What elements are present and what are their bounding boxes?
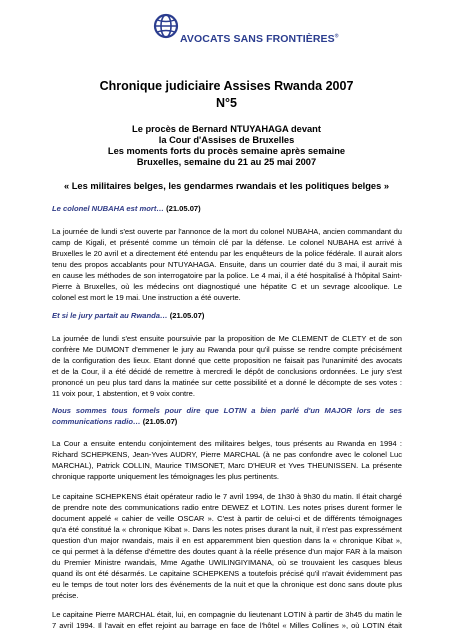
section-paragraph: La Cour a ensuite entendu conjointement des militaires belges, tous présents au Rwanda en 1994 : Richard SCHEPKENS, Jean-Yves AUDRY, Pierre MARCHAL (à ne pas confondre avec le colonel Luc MARCHAL), Patrick COLLIN, Maurice TIMSONET, Marc D'HEUR et Yves THEUNISSEN. La présente chronique rapporte uniquement les témoignages les plus pertinents. — [52, 439, 402, 481]
logo-text: AVOCATS SANS FRONTIÈRES® — [180, 33, 339, 45]
section-paragraph: La journée de lundi s'est ouverte par l'annonce de la mort du colonel NUBAHA, ancien commandant du camp de Kigali, et présenté comme un témoin clé par la défense. Le colonel NUBAHA est arrivé à Bruxelles le 20 avril et a directement été entendu par les enquêteurs de la police fédérale. Il aurait alors tenu des propos accablants pour NTUYAHAGA. Ensuite, dans un courrier daté du 3 mai, il aurait mis en cause les méthodes de son interrogatoire par la police. Le 4 mai, il a été hospitalisé à l'hôpital Saint- Pierre à Bruxelles, où les médecins ont diagnostiqué une hépatite C et un sevrage alcoolique. Le colonel est mort le 19 mai. Une instruction a été ouverte. — [52, 227, 402, 302]
section-heading-cont: communications radio… (21.05.07) — [52, 417, 178, 426]
page-number: N°5 — [216, 96, 237, 110]
section-heading: Et si le jury partait au Rwanda… (21.05.07) — [52, 311, 205, 320]
page-title: Chronique judiciaire Assises Rwanda 2007 — [99, 79, 354, 93]
body-paragraph: Le capitaine Pierre MARCHAL était, lui, en compagnie du lieutenant LOTIN à partir de 3h45 du matin le 7 avril 1994. Il l'avait en effet rejoint au barrage en face de l'hôtel « Milles Collines », où LOTIN était — [52, 610, 402, 630]
section-heading: Le colonel NUBAHA est mort… (21.05.07) — [52, 204, 201, 213]
theme-line: « Les militaires belges, les gendarmes rwandais et les politiques belges » — [63, 181, 389, 191]
section-paragraph: La journée de lundi s'est ensuite poursuivie par la proposition de Me CLEMENT de CLETY et de son confrère Me DUMONT d'emmener le jury au Rwanda pour qu'il puisse se rendre compte précisément de la configuration des lieux. Etant donné que cette proposition ne faisait pas l'unanimité des avocats et de la Cour, il a été décidé de remettre à mercredi le dépôt de conclusions ordonnées. Le jury s'est prononcé un peu plus tard dans la matinée sur cette possibilité et a donné le décompte de ses votes : 11 voix pour, 1 abstention, et 9 voix contre. — [52, 334, 402, 398]
subtitle-line-4: Bruxelles, semaine du 21 au 25 mai 2007 — [136, 157, 317, 167]
logo — [156, 17, 339, 47]
subtitle-line-1: Le procès de Bernard NTUYAHAGA devant — [132, 124, 321, 134]
subtitle-line-3: Les moments forts du procès semaine après semaine — [107, 146, 346, 156]
section-heading: Nous sommes tous formels pour dire que LOTIN a bien parlé d'un MAJOR lors de ses — [52, 406, 402, 415]
globe-logo-icon — [152, 11, 182, 41]
body-paragraph: Le capitaine SCHEPKENS était opérateur radio le 7 avril 1994, de 1h30 à 9h30 du matin. Il était chargé de prendre note des communications radio entre DEWEZ et LOTIN. Les notes prises durent former le document appelé « cahier de veille OSCAR ». C'est à partir de celui-ci et de différents témoignages qu'a été constitué la « chronique Kibat ». Dans les notes prises durant la nuit, il n'est pas expressément question d'un major rwandais, mais il en est apparemment bien question dans la « chronique Kibat », ce qui permet à la défense d'émettre des doutes quant à la réelle présence d'un major FAR à la maison du Premier Ministre rwandais, Mme Agathe UWILINGIYIMANA, où se trouvaient les casques bleus quand ils ont été désarmés. Le capitaine SCHEPKENS a toutefois précisé qu'il n'avait évidemment pas eu le temps de tout noter lors des événements de la nuit et que la chronique est donc sans doute plus précise. — [52, 492, 402, 600]
subtitle-line-2: la Cour d'Assises de Bruxelles — [158, 135, 295, 145]
